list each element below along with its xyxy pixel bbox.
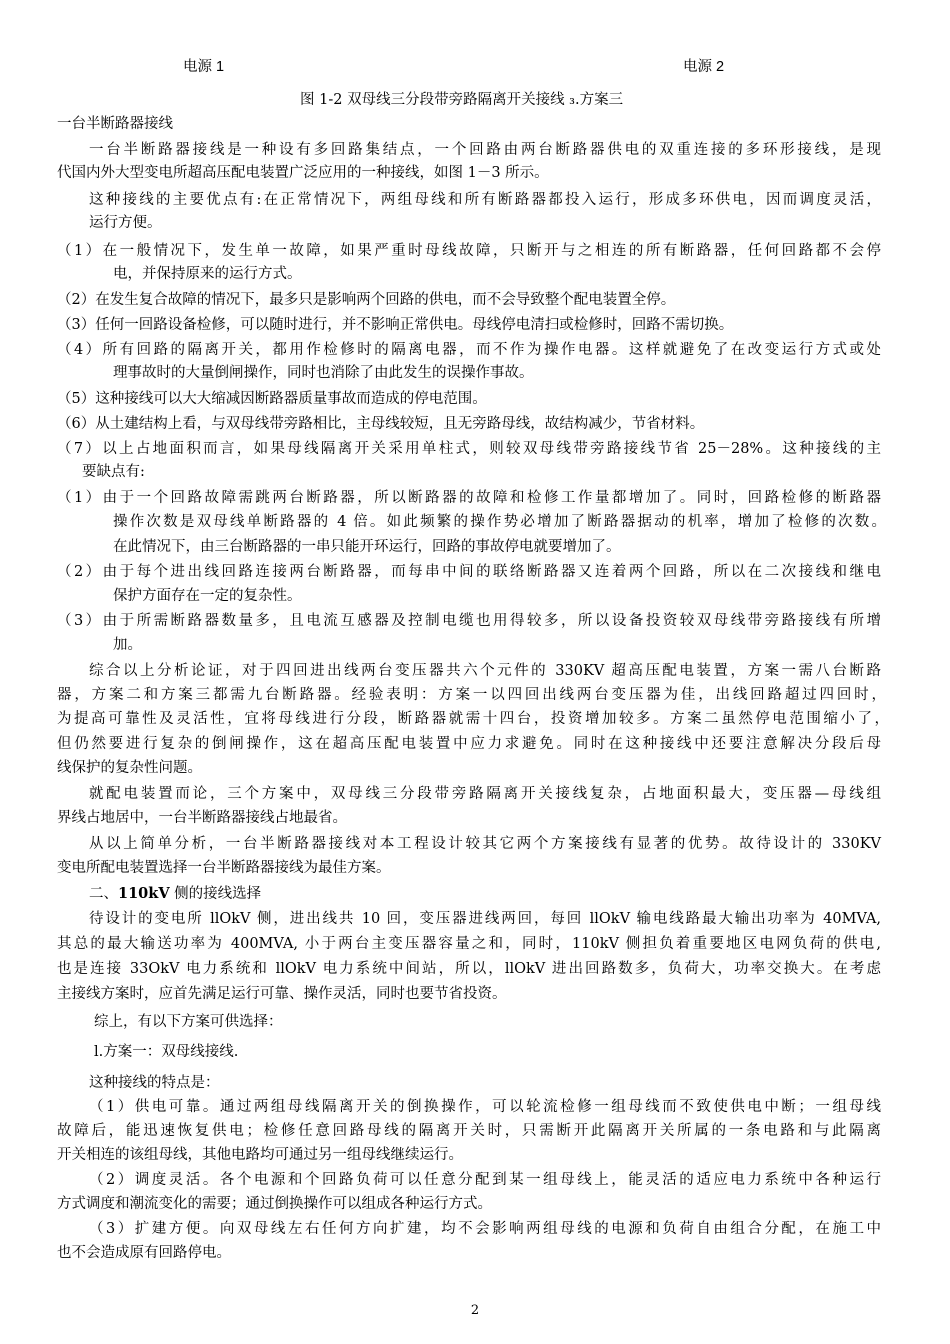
- paragraph-line: 其总的最大输送功率为 400MVA, 小于两台主变压器容量之和，同时，110kV 侧担负着重要地区电网负荷的供电,: [57, 936, 881, 952]
- figure-caption: 图 1-2 双母线三分段带旁路隔离开关接线 ₃.方案三: [300, 92, 624, 108]
- figure-label-power-source-1: 电源 1: [183, 59, 225, 75]
- paragraph-line: 变电所配电装置选择一台半断路器接线为最佳方案。: [57, 860, 391, 876]
- paragraph-line: 综合以上分析论证，对于四回进出线两台变压器共六个元件的 330KV 超高压配电装置，方案一需八台断路: [89, 663, 881, 679]
- paragraph-line: 也是连接 33OkV 电力系统和 llOkV 电力系统中间站，所以，llOkV 进出回路数多，负荷大，功率交换大。在考虑: [57, 961, 881, 977]
- advantage-item-7-cont: 要缺点有:: [82, 464, 145, 480]
- paragraph-line: 综上，有以下方案可供选择：: [94, 1014, 283, 1030]
- paragraph-line: 待设计的变电所 llOkV 侧，进出线共 10 回，变压器进线两回，每回 llOkV 输电线路最大输出功率为 40MVA,: [89, 911, 881, 927]
- section-heading-110kv: 二、110kV 侧的接线选择: [89, 885, 262, 902]
- paragraph-line: 这种接线的特点是：: [89, 1075, 220, 1091]
- feature-item-1-cont: 故障后，能迅速恢复供电；检修任意回路母线的隔离开关时，只需断开此隔离开关所属的一条电路和与此隔离: [57, 1123, 881, 1139]
- advantage-item-7: （7）以上占地面积而言，如果母线隔离开关采用单柱式，则较双母线带旁路接线节省 25－28%。这种接线的主: [57, 441, 881, 457]
- figure-label-power-source-2: 电源 2: [683, 59, 725, 75]
- paragraph-line: 界线占地居中，一台半断路器接线占地最省。: [57, 810, 347, 826]
- page-number: 2: [470, 1303, 480, 1318]
- paragraph-line: 这种接线的主要优点有:在正常情况下，两组母线和所有断路器都投入运行，形成多环供电，因而调度灵活，: [89, 192, 881, 208]
- disadvantage-item-3-cont: 加。: [113, 637, 142, 653]
- paragraph-line: 器，方案二和方案三都需九台断路器。经验表明：方案一以四回出线两台变压器为佳，出线回路超过四回时，: [57, 687, 886, 703]
- disadvantage-item-1-cont: 操作次数是双母线单断路器的 4 倍。如此频繁的操作势必增加了断路器据动的机率，增加了检修的次数。: [113, 514, 886, 530]
- paragraph-line: 运行方便。: [89, 215, 162, 231]
- advantage-item-3: （3）任何一回路设备检修，可以随时进行，并不影响正常供电。母线停电清扫或检修时，回路不需切换。: [57, 317, 734, 333]
- advantage-item-5: （5）这种接线可以大大缩减因断路器质量事故而造成的停电范围。: [57, 391, 487, 407]
- feature-item-3-cont: 也不会造成原有回路停电。: [57, 1245, 231, 1261]
- paragraph-line: 为提高可靠性及灵活性，宜将母线进行分段，断路器就需十四台，投资增加较多。方案二虽然停电范围缩小了，: [57, 711, 889, 727]
- feature-item-1-cont: 开关相连的该组母线，其他电路均可通过另一组母线继续运行。: [57, 1147, 463, 1163]
- option-1-heading: l.方案一：双母线接线.: [94, 1044, 239, 1060]
- paragraph-line: 一台半断路器接线是一种设有多回路集结点，一个回路由两台断路器供电的双重连接的多环形接线，是现: [89, 142, 881, 158]
- advantage-item-4-cont: 理事故时的大量倒闸操作，同时也消除了由此发生的误操作事故。: [113, 365, 534, 381]
- section-heading-one-and-half-breaker: 一台半断路器接线: [57, 116, 173, 132]
- paragraph-line: 主接线方案时，应首先满足运行可靠、操作灵活，同时也要节省投资。: [57, 986, 507, 1002]
- disadvantage-item-1-cont: 在此情况下，由三台断路器的一串只能开环运行，回路的事故停电就要增加了。: [113, 539, 621, 555]
- paragraph-line: 代国内外大型变电所超高压配电装置广泛应用的一种接线，如图 1－3 所示。: [57, 165, 549, 181]
- advantage-item-1: （1）在一般情况下，发生单一故障，如果严重时母线故障，只断开与之相连的所有断路器，任何回路都不会停: [57, 243, 881, 259]
- advantage-item-2: （2）在发生复合故障的情况下，最多只是影响两个回路的供电，而不会导致整个配电装置全停。: [57, 292, 676, 308]
- disadvantage-item-3: （3）由于所需断路器数量多，且电流互感器及控制电缆也用得较多，所以设备投资较双母线带旁路接线有所增: [57, 613, 881, 629]
- paragraph-line: 但仍然要进行复杂的倒闸操作，这在超高压配电装置中应力求避免。同时在这种接线中还要注意解决分段后母: [57, 736, 881, 752]
- paragraph-line: 线保护的复杂性问题。: [57, 760, 202, 776]
- feature-item-2-cont: 方式调度和潮流变化的需要；通过倒换操作可以组成各种运行方式。: [57, 1196, 492, 1212]
- feature-item-3: （3）扩建方便。向双母线左右任何方向扩建，均不会影响两组母线的电源和负荷自由组合分配，在施工中: [89, 1221, 881, 1237]
- paragraph-line: 从以上简单分析，一台半断路器接线对本工程设计较其它两个方案接线有显著的优势。故待设计的 330KV: [89, 836, 881, 852]
- advantage-item-1-cont: 电，并保持原来的运行方式。: [113, 266, 302, 282]
- disadvantage-item-1: （1）由于一个回路故障需跳两台断路器，所以断路器的故障和检修工作量都增加了。同时，回路检修的断路器: [57, 490, 881, 506]
- disadvantage-item-2: （2）由于每个进出线回路连接两台断路器，而每串中间的联络断路器又连着两个回路，所以在二次接线和继电: [57, 564, 881, 580]
- paragraph-line: 就配电装置而论，三个方案中，双母线三分段带旁路隔离开关接线复杂，占地面积最大，变压器—母线组: [89, 786, 881, 802]
- disadvantage-item-2-cont: 保护方面存在一定的复杂性。: [113, 588, 302, 604]
- feature-item-1: （1）供电可靠。通过两组母线隔离开关的倒换操作，可以轮流检修一组母线而不致使供电中断；一组母线: [89, 1099, 881, 1115]
- advantage-item-4: （4）所有回路的隔离开关，都用作检修时的隔离电器，而不作为操作电器。这样就避免了在改变运行方式或处: [57, 342, 881, 358]
- advantage-item-6: （6）从土建结构上看，与双母线带旁路相比，主母线较短，且无旁路母线，故结构减少，节省材料。: [57, 416, 705, 432]
- feature-item-2: （2）调度灵活。各个电源和个回路负荷可以任意分配到某一组母线上，能灵活的适应电力系统中各种运行: [89, 1172, 881, 1188]
